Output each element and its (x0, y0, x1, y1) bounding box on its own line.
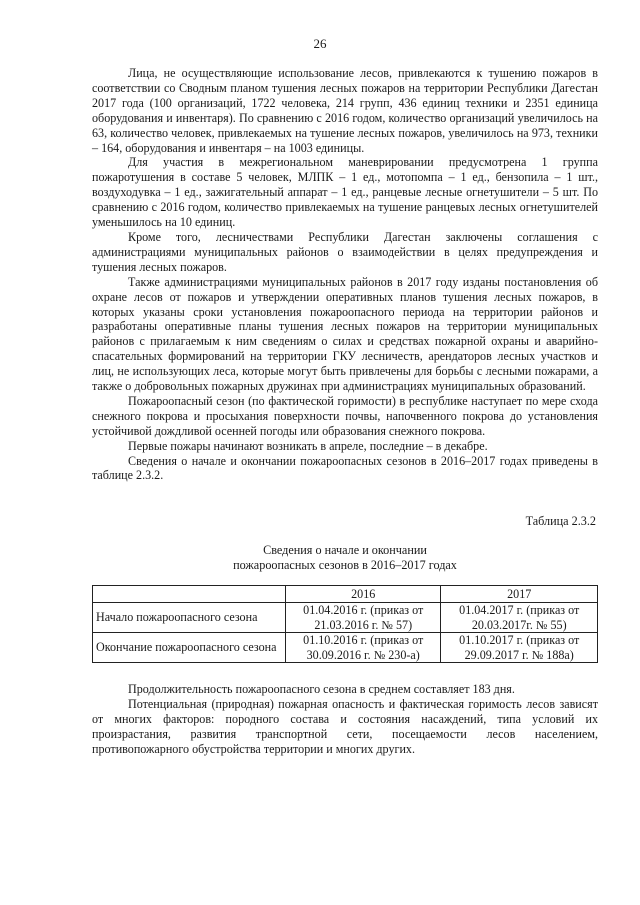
paragraph-5: Пожароопасный сезон (по фактической горимости) в республике наступает по мере схода снежного покрова и просыхания поверхности почвы, напочвенного покрова до установления устойчивой дождливой осенней погоды или образования снежного покрова. (92, 393, 598, 438)
row-label-start: Начало пожароопасного сезона (93, 603, 286, 633)
paragraph-4: Также администрациями муниципальных районов в 2017 году изданы постановления об охране лесов от пожаров и утверждении оперативных планов тушения лесных пожаров, в которых указаны сроки установления пожароопасного периода на территории районов и разработаны оперативные планы тушения лесных пожаров на территории муниципальных районов с прилагаемым к ним сведениям о силах и средствах пожарной охраны и аварийно-спасательных формирований на территории ГКУ лесничеств, арендаторов лесных участков и лиц, не использующих леса, которые могут быть привлечены для борьбы с лесными пожарами, а также о добровольных пожарных дружинах при администрациях муниципальных образований. (92, 274, 598, 394)
cell-end-2016: 01.10.2016 г. (приказ от 30.09.2016 г. № 230-а) (286, 633, 441, 663)
table-header-2016: 2016 (286, 586, 441, 603)
table-row (93, 633, 598, 663)
body-text (92, 66, 598, 483)
table-header-blank (93, 586, 286, 603)
table-caption-line-1: Сведения о начале и окончании (263, 543, 427, 557)
table-caption-line-2: пожароопасных сезонов в 2016–2017 годах (233, 558, 457, 572)
cell-end-2017: 01.10.2017 г. (приказ от 29.09.2017 г. № 188а) (441, 633, 598, 663)
table-caption (92, 543, 598, 573)
row-label-end: Окончание пожароопасного сезона (93, 633, 286, 663)
table-row (93, 603, 598, 633)
table-header-row (93, 586, 598, 603)
fire-season-table (92, 585, 598, 663)
paragraph-7: Сведения о начале и окончании пожароопасных сезонов в 2016–2017 годах приведены в таблице 2.3.2. (92, 453, 598, 483)
page-number: 26 (313, 36, 327, 51)
table-label: Таблица 2.3.2 (525, 514, 596, 528)
paragraph-1: Лица, не осуществляющие использование лесов, привлекаются к тушению пожаров в соответствии со Сводным планом тушения лесных пожаров на территории Республики Дагестан 2017 года (100 организаций, 1722 человека, 214 групп, 436 единиц техники и 2351 единица оборудования и инвентаря). По сравнению с 2016 годом, количество организаций увеличилось на 63, количество человек, привлекаемых на тушение лесных пожаров, увеличилось на 973, техники – 164, оборудования и инвентаря – на 1003 единицы. (92, 66, 598, 155)
paragraph-9: Потенциальная (природная) пожарная опасность и фактическая горимость лесов зависят от многих факторов: породного состава и состояния насаждений, типа условий их произрастания, развития транспортной сети, посещаемости лесов населением, противопожарного обустройства территории и многих других. (92, 696, 598, 756)
paragraph-6: Первые пожары начинают возникать в апреле, последние – в декабре. (128, 438, 488, 453)
paragraph-3: Кроме того, лесничествами Республики Дагестан заключены соглашения с администрациями муниципальных районов о взаимодействии в целях предупреждения и тушения лесных пожаров. (92, 229, 598, 274)
cell-start-2016: 01.04.2016 г. (приказ от 21.03.2016 г. № 57) (286, 603, 441, 633)
paragraph-8: Продолжительность пожароопасного сезона в среднем составляет 183 дня. (128, 682, 515, 696)
cell-start-2017: 01.04.2017 г. (приказ от 20.03.2017г. № 55) (441, 603, 598, 633)
after-table-text (92, 682, 598, 757)
table-header-2017: 2017 (441, 586, 598, 603)
paragraph-2: Для участия в межрегиональном маневрировании предусмотрена 1 группа пожаротушения в составе 5 человек, МЛПК – 1 ед., мотопомпа – 1 ед., бензопила – 1 шт., воздуходувка – 1 ед., зажигательный аппарат – 1 ед., ранцевые лесные огнетушители – 5 шт. По сравнению с 2016 годом, количество привлекаемых на тушение ранцевых лесных огнетушителей уменьшилось на 10 единиц. (92, 155, 598, 230)
